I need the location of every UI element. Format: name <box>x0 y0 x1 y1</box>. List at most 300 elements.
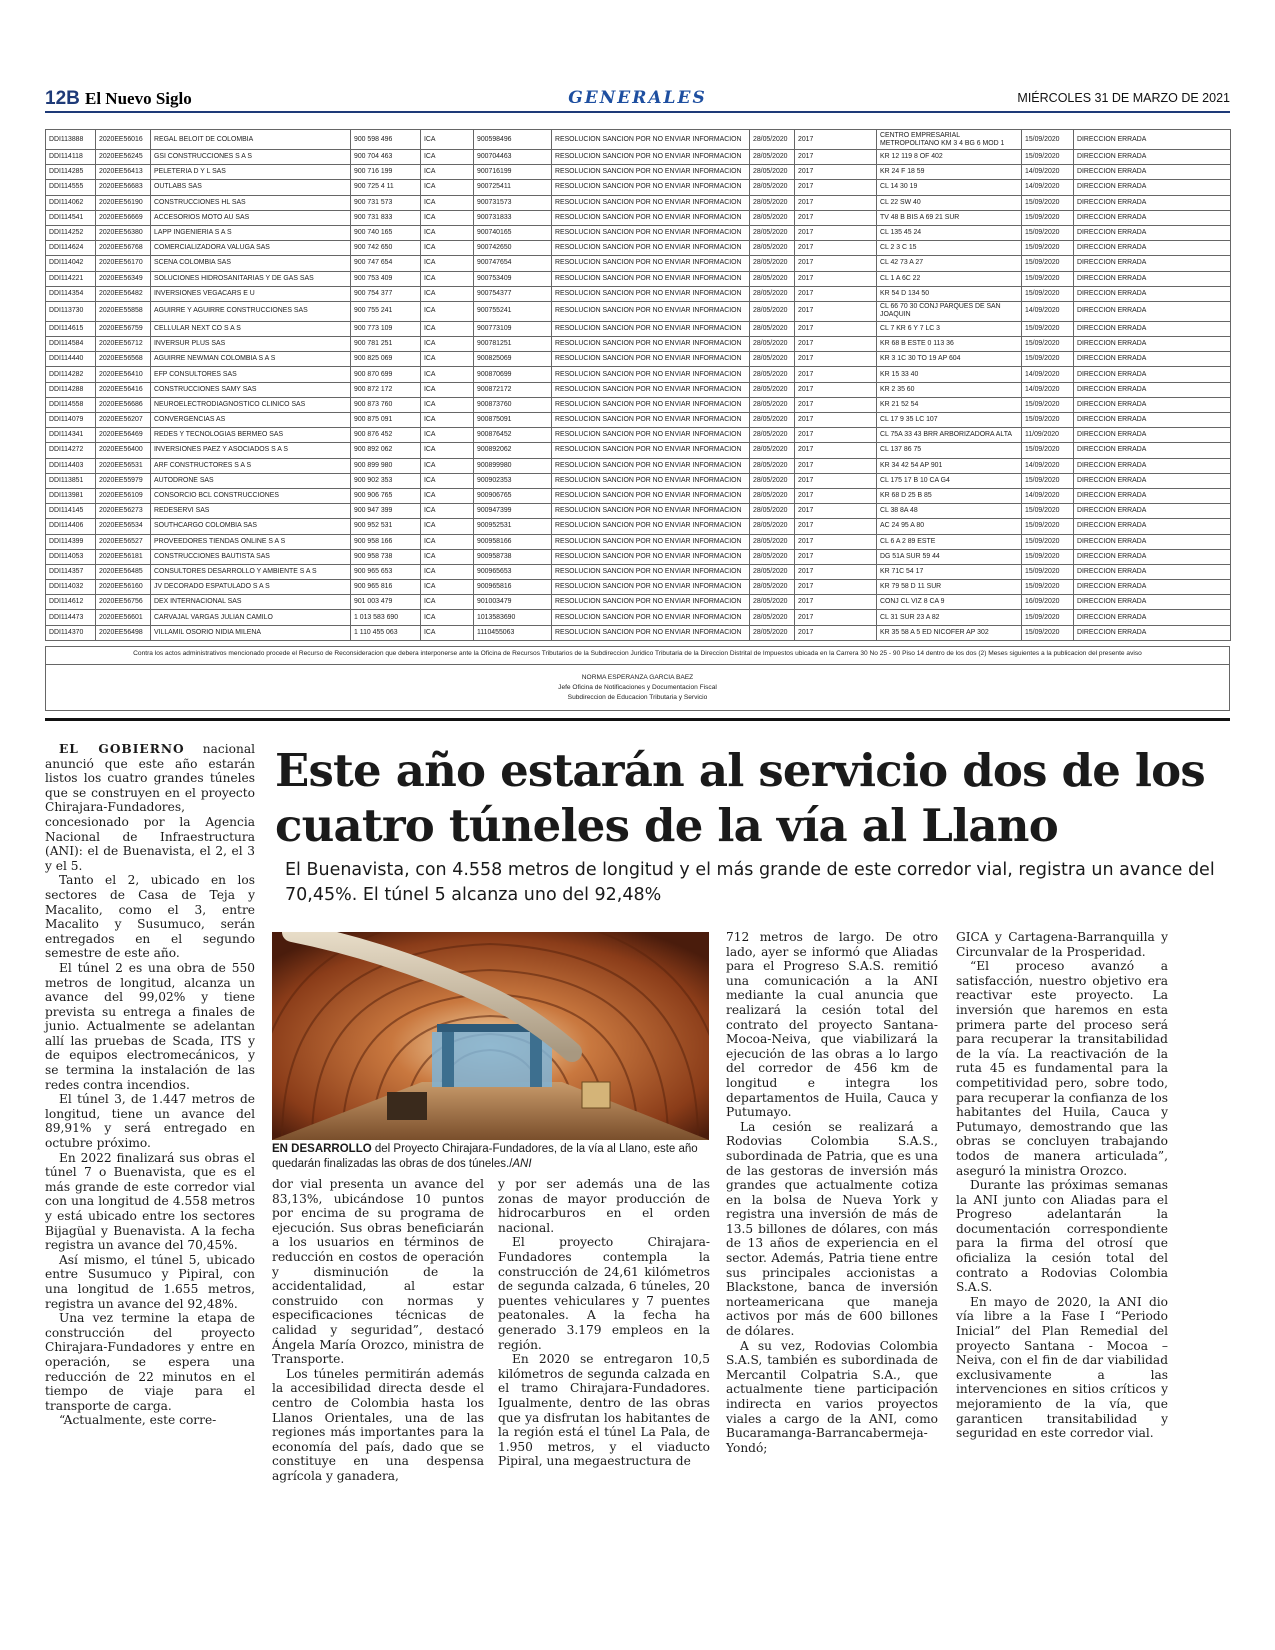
table-cell: REGAL BELOIT DE COLOMBIA <box>151 130 351 150</box>
table-cell: 900 731 833 <box>351 210 421 225</box>
table-cell: 2020EE56190 <box>96 195 151 210</box>
table-cell: DIRECCION ERRADA <box>1074 595 1231 610</box>
table-row <box>46 397 1231 412</box>
table-cell: ICA <box>421 195 474 210</box>
table-cell: 900 773 109 <box>351 321 421 336</box>
table-cell: CL 6 A 2 89 ESTE <box>877 534 1022 549</box>
table-row <box>46 443 1231 458</box>
table-cell: DIRECCION ERRADA <box>1074 150 1231 165</box>
table-cell: 900754377 <box>474 286 552 301</box>
table-cell: 28/05/2020 <box>750 504 795 519</box>
table-cell: 15/09/2020 <box>1022 564 1074 579</box>
table-cell: 900755241 <box>474 301 552 321</box>
table-cell: DIRECCION ERRADA <box>1074 286 1231 301</box>
table-cell: 2017 <box>795 165 877 180</box>
table-cell: 28/05/2020 <box>750 337 795 352</box>
table-cell: CL 7 KR 6 Y 7 LC 3 <box>877 321 1022 336</box>
table-cell: ICA <box>421 256 474 271</box>
table-cell: 2020EE56683 <box>96 180 151 195</box>
table-cell: 28/05/2020 <box>750 241 795 256</box>
table-cell: ICA <box>421 286 474 301</box>
table-cell: 900740165 <box>474 225 552 240</box>
table-cell: 2017 <box>795 321 877 336</box>
article-paragraph: El túnel 3, de 1.447 metros de longitud, tiene un avance del 89,91% y será entregado en octubre próximo. <box>45 1092 255 1151</box>
table-cell: DDI114357 <box>46 564 96 579</box>
table-cell: KR 34 42 54 AP 901 <box>877 458 1022 473</box>
table-cell: 900 958 738 <box>351 549 421 564</box>
table-cell: 28/05/2020 <box>750 519 795 534</box>
article-column-2 <box>272 1177 484 1483</box>
table-cell: 2017 <box>795 519 877 534</box>
table-row <box>46 165 1231 180</box>
table-cell: 2020EE56756 <box>96 595 151 610</box>
table-cell: RESOLUCION SANCION POR NO ENVIAR INFORMACION <box>552 473 750 488</box>
table-cell: ICA <box>421 549 474 564</box>
table-cell: DIRECCION ERRADA <box>1074 580 1231 595</box>
table-cell: NEUROELECTRODIAGNOSTICO CLINICO SAS <box>151 397 351 412</box>
table-cell: CONSTRUCCIONES HL SAS <box>151 195 351 210</box>
table-cell: DIRECCION ERRADA <box>1074 210 1231 225</box>
table-cell: DDI114624 <box>46 241 96 256</box>
table-cell: 2020EE56109 <box>96 488 151 503</box>
table-cell: RESOLUCION SANCION POR NO ENVIAR INFORMACION <box>552 610 750 625</box>
table-cell: RESOLUCION SANCION POR NO ENVIAR INFORMACION <box>552 534 750 549</box>
table-cell: DDI113981 <box>46 488 96 503</box>
paragraph-text: nacional anunció que este año estarán listos los cuatro grandes túneles que se construyen en el proyecto Chirajara-Fundadores, concesionado por la Agencia Nacional de Infraestructura (ANI): el de Buenavista, el 2, el 3 y el 5. <box>45 742 255 873</box>
table-cell: RESOLUCION SANCION POR NO ENVIAR INFORMACION <box>552 488 750 503</box>
table-cell: ICA <box>421 130 474 150</box>
table-cell: 2020EE55979 <box>96 473 151 488</box>
article-headline: Este año estarán al servicio dos de los cuatro túneles de la vía al Llano <box>275 744 1205 852</box>
caption-lead: EN DESARROLLO <box>272 1143 372 1155</box>
table-cell: 28/05/2020 <box>750 352 795 367</box>
table-cell: OUTLABS SAS <box>151 180 351 195</box>
table-cell: DDI114558 <box>46 397 96 412</box>
table-cell: DIRECCION ERRADA <box>1074 625 1231 640</box>
table-cell: DIRECCION ERRADA <box>1074 458 1231 473</box>
table-cell: 900 716 199 <box>351 165 421 180</box>
table-cell: 900 742 650 <box>351 241 421 256</box>
table-cell: RESOLUCION SANCION POR NO ENVIAR INFORMACION <box>552 241 750 256</box>
table-cell: 2020EE56416 <box>96 382 151 397</box>
table-row <box>46 519 1231 534</box>
table-cell: ICA <box>421 397 474 412</box>
table-cell: 28/05/2020 <box>750 413 795 428</box>
table-cell: 900965653 <box>474 564 552 579</box>
table-cell: REDES Y TECNOLOGIAS BERMEO SAS <box>151 428 351 443</box>
article-column-4 <box>726 930 938 1455</box>
table-cell: DDI114370 <box>46 625 96 640</box>
table-cell: 15/09/2020 <box>1022 504 1074 519</box>
table-cell: RESOLUCION SANCION POR NO ENVIAR INFORMACION <box>552 428 750 443</box>
table-cell: 900 958 166 <box>351 534 421 549</box>
table-cell: 1013583690 <box>474 610 552 625</box>
table-cell: CL 14 30 19 <box>877 180 1022 195</box>
table-cell: DIRECCION ERRADA <box>1074 534 1231 549</box>
table-cell: ICA <box>421 367 474 382</box>
table-cell: 2017 <box>795 473 877 488</box>
table-cell: 28/05/2020 <box>750 534 795 549</box>
table-cell: DIRECCION ERRADA <box>1074 504 1231 519</box>
table-cell: 11/09/2020 <box>1022 428 1074 443</box>
table-cell: ICA <box>421 534 474 549</box>
table-cell: 28/05/2020 <box>750 367 795 382</box>
table-cell: 14/09/2020 <box>1022 180 1074 195</box>
table-cell: 901 003 479 <box>351 595 421 610</box>
table-cell: 28/05/2020 <box>750 428 795 443</box>
table-cell: CL 66 70 30 CONJ PARQUES DE SAN JOAQUIN <box>877 301 1022 321</box>
table-row <box>46 625 1231 640</box>
table-cell: 15/09/2020 <box>1022 625 1074 640</box>
table-cell: 2020EE56686 <box>96 397 151 412</box>
table-cell: DIRECCION ERRADA <box>1074 488 1231 503</box>
table-cell: 2017 <box>795 225 877 240</box>
table-cell: DDI114285 <box>46 165 96 180</box>
table-row <box>46 256 1231 271</box>
table-cell: 2017 <box>795 397 877 412</box>
table-cell: 900 906 765 <box>351 488 421 503</box>
table-cell: RESOLUCION SANCION POR NO ENVIAR INFORMACION <box>552 256 750 271</box>
table-cell: 14/09/2020 <box>1022 301 1074 321</box>
article-paragraph: En 2022 finalizará sus obras el túnel 7 o Buenavista, que es el más grande de este corredor vial con una longitud de 4.558 metros y está ubicado entre los sectores Bijagüal y Buenavista. A la fecha registra un avance del 70,45%. <box>45 1150 255 1253</box>
table-cell: KR 54 D 134 50 <box>877 286 1022 301</box>
table-cell: 14/09/2020 <box>1022 382 1074 397</box>
table-cell: RESOLUCION SANCION POR NO ENVIAR INFORMACION <box>552 443 750 458</box>
table-cell: EFP CONSULTORES SAS <box>151 367 351 382</box>
table-cell: DIRECCION ERRADA <box>1074 165 1231 180</box>
table-cell: RESOLUCION SANCION POR NO ENVIAR INFORMACION <box>552 564 750 579</box>
table-cell: ICA <box>421 301 474 321</box>
notice-table <box>45 129 1231 641</box>
article-paragraph: dor vial presenta un avance del 83,13%, ubicándose 10 puntos por encima de su programa de ejecución. Sus obras beneficiarán a los usuarios en términos de reducción en costos de operación y disminución de la accidentalidad, al estar construido con normas y especificaciones técnicas de calidad y seguridad”, destacó Ángela María Orozco, ministra de Transporte. <box>272 1177 484 1367</box>
table-cell: ICA <box>421 488 474 503</box>
table-cell: 2017 <box>795 256 877 271</box>
table-cell: DDI114406 <box>46 519 96 534</box>
table-cell: DDI113851 <box>46 473 96 488</box>
table-cell: ICA <box>421 595 474 610</box>
table-cell: DIRECCION ERRADA <box>1074 301 1231 321</box>
table-cell: 28/05/2020 <box>750 130 795 150</box>
article-paragraph: y por ser además una de las zonas de mayor producción de hidrocarburos en el orden nacional. <box>498 1177 710 1235</box>
table-cell: DEX INTERNACIONAL SAS <box>151 595 351 610</box>
table-cell: 900 781 251 <box>351 337 421 352</box>
table-cell: RESOLUCION SANCION POR NO ENVIAR INFORMACION <box>552 271 750 286</box>
table-cell: ICA <box>421 180 474 195</box>
table-cell: 15/09/2020 <box>1022 534 1074 549</box>
table-cell: 28/05/2020 <box>750 301 795 321</box>
issue-date: MIÉRCOLES 31 DE MARZO DE 2021 <box>1017 91 1230 105</box>
article-paragraph: A su vez, Rodovias Colombia S.A.S, también es subordinada de Mercantil Colpatria S.A., que actualmente tiene participación indirecta en varios proyectos viales a cargo de la ANI, como Bucaramanga-Barrancabermeja-Yondó; <box>726 1338 938 1455</box>
table-cell: 900 947 399 <box>351 504 421 519</box>
masthead: El Nuevo Siglo <box>85 89 192 108</box>
table-cell: 2017 <box>795 534 877 549</box>
table-cell: 900747654 <box>474 256 552 271</box>
table-cell: 2020EE56482 <box>96 286 151 301</box>
table-cell: 28/05/2020 <box>750 580 795 595</box>
table-cell: 900 892 062 <box>351 443 421 458</box>
table-cell: RESOLUCION SANCION POR NO ENVIAR INFORMACION <box>552 337 750 352</box>
table-cell: ICA <box>421 473 474 488</box>
table-cell: REDESERVI SAS <box>151 504 351 519</box>
table-cell: AGUIRRE NEWMAN COLOMBIA S A S <box>151 352 351 367</box>
table-cell: 901003479 <box>474 595 552 610</box>
table-cell: DDI113888 <box>46 130 96 150</box>
table-cell: 28/05/2020 <box>750 488 795 503</box>
table-cell: CONSORCIO BCL CONSTRUCCIONES <box>151 488 351 503</box>
table-cell: 2017 <box>795 367 877 382</box>
table-cell: DIRECCION ERRADA <box>1074 256 1231 271</box>
table-cell: DIRECCION ERRADA <box>1074 367 1231 382</box>
table-row <box>46 564 1231 579</box>
table-cell: 15/09/2020 <box>1022 337 1074 352</box>
table-cell: 900781251 <box>474 337 552 352</box>
table-cell: INVERSUR PLUS SAS <box>151 337 351 352</box>
table-cell: 900870699 <box>474 367 552 382</box>
table-cell: RESOLUCION SANCION POR NO ENVIAR INFORMACION <box>552 286 750 301</box>
table-cell: DDI114440 <box>46 352 96 367</box>
table-cell: 900 870 699 <box>351 367 421 382</box>
table-cell: CL 22 SW 40 <box>877 195 1022 210</box>
table-row <box>46 286 1231 301</box>
table-cell: 900 704 463 <box>351 150 421 165</box>
table-row <box>46 180 1231 195</box>
table-cell: KR 79 58 D 11 SUR <box>877 580 1022 595</box>
table-cell: 15/09/2020 <box>1022 610 1074 625</box>
table-cell: 15/09/2020 <box>1022 210 1074 225</box>
table-cell: RESOLUCION SANCION POR NO ENVIAR INFORMACION <box>552 225 750 240</box>
table-cell: RESOLUCION SANCION POR NO ENVIAR INFORMACION <box>552 504 750 519</box>
table-cell: ICA <box>421 443 474 458</box>
table-cell: CONSTRUCCIONES SAMY SAS <box>151 382 351 397</box>
section-title: GENERALES <box>568 88 707 108</box>
table-cell: DDI114541 <box>46 210 96 225</box>
table-cell: 900731833 <box>474 210 552 225</box>
table-cell: 28/05/2020 <box>750 256 795 271</box>
table-cell: 900872172 <box>474 382 552 397</box>
table-cell: DIRECCION ERRADA <box>1074 241 1231 256</box>
table-cell: 28/05/2020 <box>750 165 795 180</box>
table-cell: 2017 <box>795 413 877 428</box>
table-cell: CL 175 17 B 10 CA G4 <box>877 473 1022 488</box>
table-cell: 14/09/2020 <box>1022 458 1074 473</box>
table-cell: 2017 <box>795 241 877 256</box>
table-cell: SOUTHCARGO COLOMBIA SAS <box>151 519 351 534</box>
table-cell: 2017 <box>795 352 877 367</box>
table-cell: 900875091 <box>474 413 552 428</box>
table-cell: ICA <box>421 210 474 225</box>
page-header <box>45 88 1230 110</box>
table-cell: 2017 <box>795 286 877 301</box>
table-cell: 28/05/2020 <box>750 458 795 473</box>
table-cell: RESOLUCION SANCION POR NO ENVIAR INFORMACION <box>552 165 750 180</box>
table-cell: DIRECCION ERRADA <box>1074 382 1231 397</box>
table-cell: 2017 <box>795 337 877 352</box>
table-cell: 2020EE56410 <box>96 367 151 382</box>
photo-credit: ANI <box>512 1158 532 1170</box>
table-cell: DDI114584 <box>46 337 96 352</box>
table-cell: CONVERGENCIAS AS <box>151 413 351 428</box>
table-cell: 900 876 452 <box>351 428 421 443</box>
table-cell: 15/09/2020 <box>1022 413 1074 428</box>
table-cell: RESOLUCION SANCION POR NO ENVIAR INFORMACION <box>552 595 750 610</box>
table-row <box>46 352 1231 367</box>
table-cell: CL 135 45 24 <box>877 225 1022 240</box>
article-column-3 <box>498 1177 710 1469</box>
table-cell: DDI114062 <box>46 195 96 210</box>
table-cell: KR 3 1C 30 TO 19 AP 604 <box>877 352 1022 367</box>
table-cell: KR 15 33 40 <box>877 367 1022 382</box>
table-cell: 15/09/2020 <box>1022 397 1074 412</box>
table-cell: 2020EE56207 <box>96 413 151 428</box>
table-cell: 900 731 573 <box>351 195 421 210</box>
table-row <box>46 367 1231 382</box>
table-cell: JV DECORADO ESPATULADO S A S <box>151 580 351 595</box>
table-cell: DDI114354 <box>46 286 96 301</box>
table-cell: 900965816 <box>474 580 552 595</box>
table-cell: ICA <box>421 225 474 240</box>
table-cell: 2020EE56568 <box>96 352 151 367</box>
table-cell: KR 68 D 25 B 85 <box>877 488 1022 503</box>
table-cell: 15/09/2020 <box>1022 321 1074 336</box>
table-cell: 28/05/2020 <box>750 321 795 336</box>
table-cell: 900947399 <box>474 504 552 519</box>
table-cell: 2017 <box>795 504 877 519</box>
table-cell: 15/09/2020 <box>1022 130 1074 150</box>
table-cell: 28/05/2020 <box>750 443 795 458</box>
article-paragraph: La cesión se realizará a Rodovias Colombia S.A.S., subordinada de Patria, que es una de las gestoras de inversión más grandes que actualmente cotiza en la bolsa de Nueva York y registra una inversión de más de 13.5 billones de dólares, con más de 13 años de experiencia en el sector. Además, Patria tiene entre sus principales accionistas a Blackstone, banca de inversión norteamericana que maneja activos por más de 600 billones de dólares. <box>726 1119 938 1339</box>
table-cell: 15/09/2020 <box>1022 150 1074 165</box>
table-cell: ICA <box>421 150 474 165</box>
table-cell: 2020EE55858 <box>96 301 151 321</box>
table-cell: KR 24 F 18 59 <box>877 165 1022 180</box>
table-cell: DDI114221 <box>46 271 96 286</box>
table-cell: 15/09/2020 <box>1022 195 1074 210</box>
table-cell: 28/05/2020 <box>750 210 795 225</box>
table-cell: 2017 <box>795 443 877 458</box>
table-cell: 2020EE56413 <box>96 165 151 180</box>
table-cell: KR 68 B ESTE 0 113 36 <box>877 337 1022 352</box>
table-cell: 1110455063 <box>474 625 552 640</box>
table-cell: DIRECCION ERRADA <box>1074 443 1231 458</box>
table-row <box>46 150 1231 165</box>
table-cell: ICA <box>421 610 474 625</box>
table-cell: DIRECCION ERRADA <box>1074 321 1231 336</box>
table-cell: RESOLUCION SANCION POR NO ENVIAR INFORMACION <box>552 321 750 336</box>
article-paragraph: En mayo de 2020, la ANI dio vía libre a la Fase I “Periodo Inicial” del Plan Remedial del proyecto Santana - Mocoa – Neiva, con el fin de dar viabilidad exclusivamente a las intervenciones en sitios críticos y mejoramiento de la vía, que garanticen transitabilidad y seguridad en este corredor vial. <box>956 1294 1168 1441</box>
table-cell: DDI114282 <box>46 367 96 382</box>
table-cell: 28/05/2020 <box>750 549 795 564</box>
table-cell: 28/05/2020 <box>750 397 795 412</box>
table-cell: 2020EE56527 <box>96 534 151 549</box>
article-paragraph: Así mismo, el túnel 5, ubicado entre Susumuco y Pipiral, con una longitud de 1.655 metros, registra un avance del 92,48%. <box>45 1252 255 1311</box>
table-cell: RESOLUCION SANCION POR NO ENVIAR INFORMACION <box>552 580 750 595</box>
tunnel-illustration <box>272 932 709 1140</box>
table-cell: KR 71C 54 17 <box>877 564 1022 579</box>
table-cell: CL 38 8A 48 <box>877 504 1022 519</box>
table-cell: CL 2 3 C 15 <box>877 241 1022 256</box>
table-cell: 900906765 <box>474 488 552 503</box>
table-cell: ICA <box>421 337 474 352</box>
table-cell: 2017 <box>795 564 877 579</box>
table-cell: DDI114615 <box>46 321 96 336</box>
table-cell: 2017 <box>795 130 877 150</box>
table-cell: 900825069 <box>474 352 552 367</box>
table-row <box>46 337 1231 352</box>
article-column-1 <box>45 742 255 1428</box>
table-cell: CELLULAR NEXT CO S A S <box>151 321 351 336</box>
table-cell: DIRECCION ERRADA <box>1074 130 1231 150</box>
table-cell: DDI114053 <box>46 549 96 564</box>
table-cell: ICA <box>421 504 474 519</box>
table-cell: 2017 <box>795 488 877 503</box>
table-row <box>46 382 1231 397</box>
table-cell: 900 755 241 <box>351 301 421 321</box>
article-column-5 <box>956 930 1168 1441</box>
table-cell: DDI114403 <box>46 458 96 473</box>
table-cell: 900742650 <box>474 241 552 256</box>
table-cell: DDI114145 <box>46 504 96 519</box>
table-cell: 15/09/2020 <box>1022 225 1074 240</box>
table-cell: 2020EE56016 <box>96 130 151 150</box>
table-cell: 2020EE56759 <box>96 321 151 336</box>
table-cell: 900 965 653 <box>351 564 421 579</box>
table-cell: DDI114612 <box>46 595 96 610</box>
table-cell: DIRECCION ERRADA <box>1074 564 1231 579</box>
page-number: 12B <box>45 88 80 109</box>
table-cell: CONSTRUCCIONES BAUTISTA SAS <box>151 549 351 564</box>
table-cell: 2017 <box>795 610 877 625</box>
table-cell: CL 31 SUR 23 A 82 <box>877 610 1022 625</box>
section-divider <box>45 718 1230 721</box>
table-cell: DIRECCION ERRADA <box>1074 337 1231 352</box>
table-cell: 15/09/2020 <box>1022 549 1074 564</box>
table-cell: DDI114272 <box>46 443 96 458</box>
table-cell: DIRECCION ERRADA <box>1074 180 1231 195</box>
article-paragraph <box>45 742 255 873</box>
table-cell: DDI114399 <box>46 534 96 549</box>
table-cell: RESOLUCION SANCION POR NO ENVIAR INFORMACION <box>552 458 750 473</box>
table-cell: AGUIRRE Y AGUIRRE CONSTRUCCIONES SAS <box>151 301 351 321</box>
table-cell: 2017 <box>795 210 877 225</box>
table-cell: DIRECCION ERRADA <box>1074 473 1231 488</box>
table-cell: 15/09/2020 <box>1022 271 1074 286</box>
table-cell: 2020EE56498 <box>96 625 151 640</box>
table-cell: 900 598 496 <box>351 130 421 150</box>
table-cell: 2020EE56534 <box>96 519 151 534</box>
table-cell: 28/05/2020 <box>750 286 795 301</box>
signature-block <box>46 673 1229 703</box>
table-cell: RESOLUCION SANCION POR NO ENVIAR INFORMACION <box>552 367 750 382</box>
table-cell: SCENA COLOMBIA SAS <box>151 256 351 271</box>
signer-name: NORMA ESPERANZA GARCIA BAEZ <box>581 674 694 681</box>
table-cell: DIRECCION ERRADA <box>1074 225 1231 240</box>
table-cell: 2017 <box>795 595 877 610</box>
table-row <box>46 301 1231 321</box>
table-cell: 2017 <box>795 301 877 321</box>
signer-title: Jefe Oficina de Notificaciones y Documentacion Fiscal <box>558 684 717 691</box>
table-cell: RESOLUCION SANCION POR NO ENVIAR INFORMACION <box>552 195 750 210</box>
table-cell: 900 965 816 <box>351 580 421 595</box>
table-cell: DDI114079 <box>46 413 96 428</box>
table-cell: GSI CONSTRUCCIONES S A S <box>151 150 351 165</box>
table-notes <box>45 646 1230 711</box>
table-cell: ICA <box>421 382 474 397</box>
table-cell: CARVAJAL VARGAS JULIAN CAMILO <box>151 610 351 625</box>
table-cell: 900 753 409 <box>351 271 421 286</box>
table-row <box>46 610 1231 625</box>
table-cell: 2020EE56273 <box>96 504 151 519</box>
table-cell: DIRECCION ERRADA <box>1074 397 1231 412</box>
